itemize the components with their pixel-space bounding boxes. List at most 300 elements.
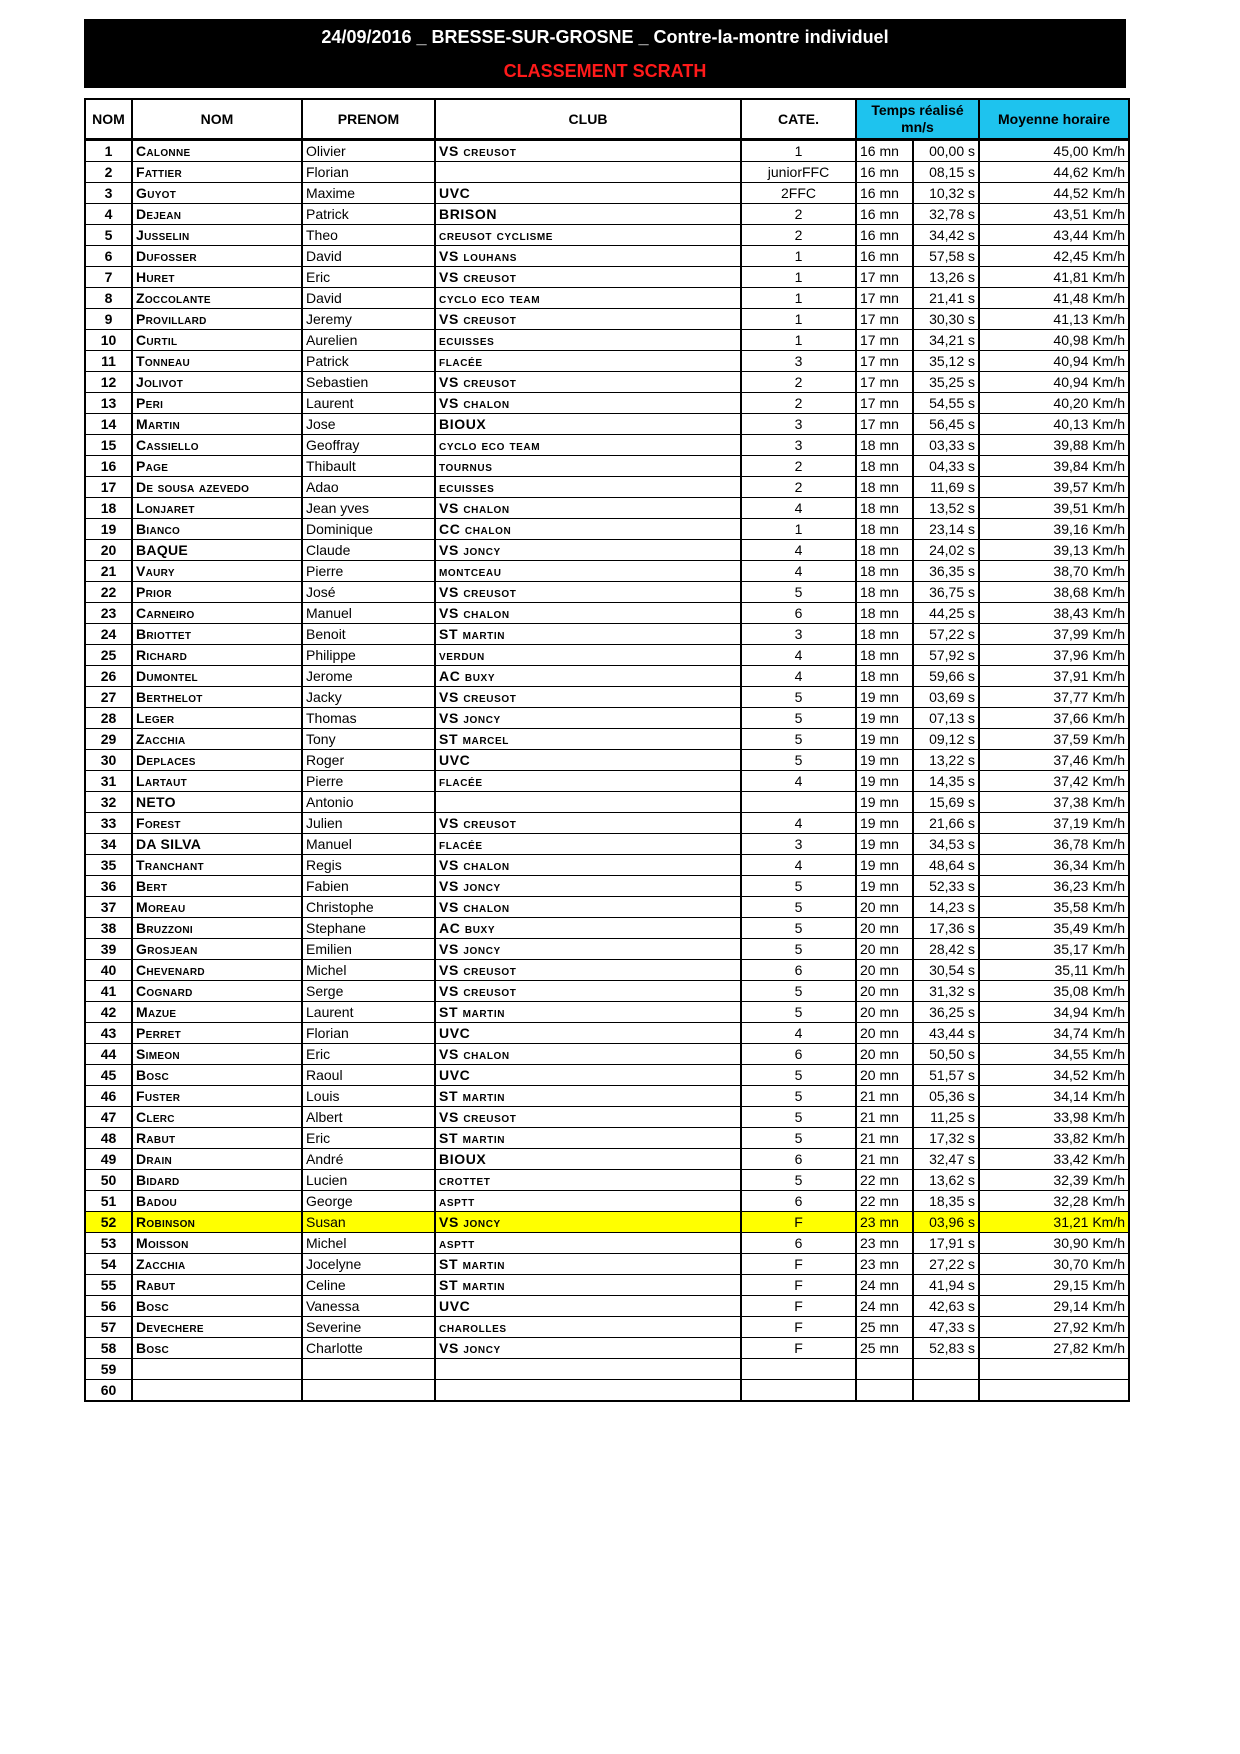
minutes-cell: 23 mn: [856, 1254, 913, 1275]
seconds-cell: 54,55 s: [913, 393, 979, 414]
speed-cell: 37,91 Km/h: [979, 666, 1129, 687]
seconds-cell: [913, 1380, 979, 1402]
prenom-cell: Philippe: [302, 645, 435, 666]
rank-cell: 30: [85, 750, 132, 771]
prenom-cell: Albert: [302, 1107, 435, 1128]
table-row: [85, 1107, 1129, 1128]
table-row: [85, 603, 1129, 624]
cate-cell: 3: [741, 435, 856, 456]
nom-cell: Curtil: [132, 330, 302, 351]
cate-cell: F: [741, 1275, 856, 1296]
club-cell: montceau: [435, 561, 741, 582]
minutes-cell: 18 mn: [856, 603, 913, 624]
speed-cell: 39,51 Km/h: [979, 498, 1129, 519]
club-cell: flacée: [435, 834, 741, 855]
cate-cell: 3: [741, 834, 856, 855]
cate-cell: 6: [741, 1233, 856, 1254]
nom-cell: Badou: [132, 1191, 302, 1212]
speed-cell: 37,77 Km/h: [979, 687, 1129, 708]
club-cell: VS creusot: [435, 960, 741, 981]
club-cell: UVC: [435, 750, 741, 771]
cate-cell: 5: [741, 729, 856, 750]
club-cell: VS chalon: [435, 855, 741, 876]
club-cell: crottet: [435, 1170, 741, 1191]
rank-cell: 10: [85, 330, 132, 351]
nom-cell: Dumontel: [132, 666, 302, 687]
table-row: [85, 1170, 1129, 1191]
rank-cell: 11: [85, 351, 132, 372]
club-cell: VS chalon: [435, 603, 741, 624]
speed-cell: 34,74 Km/h: [979, 1023, 1129, 1044]
minutes-cell: 19 mn: [856, 729, 913, 750]
nom-cell: Vaury: [132, 561, 302, 582]
speed-cell: 37,99 Km/h: [979, 624, 1129, 645]
rank-cell: 24: [85, 624, 132, 645]
table-row: [85, 750, 1129, 771]
minutes-cell: 16 mn: [856, 225, 913, 246]
rank-cell: 56: [85, 1296, 132, 1317]
minutes-cell: [856, 1359, 913, 1380]
nom-cell: Forest: [132, 813, 302, 834]
prenom-cell: Roger: [302, 750, 435, 771]
cate-cell: 1: [741, 267, 856, 288]
cate-cell: F: [741, 1296, 856, 1317]
speed-cell: 33,82 Km/h: [979, 1128, 1129, 1149]
cate-cell: 2: [741, 477, 856, 498]
speed-cell: 38,43 Km/h: [979, 603, 1129, 624]
minutes-cell: 20 mn: [856, 1002, 913, 1023]
prenom-cell: Patrick: [302, 204, 435, 225]
prenom-cell: Celine: [302, 1275, 435, 1296]
speed-cell: 43,44 Km/h: [979, 225, 1129, 246]
table-row: [85, 1002, 1129, 1023]
seconds-cell: 31,32 s: [913, 981, 979, 1002]
prenom-cell: Benoit: [302, 624, 435, 645]
table-row: [85, 183, 1129, 204]
cate-cell: juniorFFC: [741, 162, 856, 183]
rank-cell: 20: [85, 540, 132, 561]
table-row: [85, 876, 1129, 897]
seconds-cell: 17,36 s: [913, 918, 979, 939]
nom-cell: Tonneau: [132, 351, 302, 372]
speed-cell: 41,81 Km/h: [979, 267, 1129, 288]
club-cell: VS creusot: [435, 1107, 741, 1128]
club-cell: VS chalon: [435, 498, 741, 519]
club-cell: VS joncy: [435, 708, 741, 729]
cate-cell: 5: [741, 1170, 856, 1191]
nom-cell: Berthelot: [132, 687, 302, 708]
table-row: [85, 498, 1129, 519]
table-row: [85, 624, 1129, 645]
club-cell: VS joncy: [435, 939, 741, 960]
speed-cell: 32,39 Km/h: [979, 1170, 1129, 1191]
document-title: 24/09/2016 _ BRESSE-SUR-GROSNE _ Contre-la-montre individuel: [321, 27, 889, 47]
cate-cell: 2FFC: [741, 183, 856, 204]
minutes-cell: 18 mn: [856, 435, 913, 456]
rank-cell: 9: [85, 309, 132, 330]
nom-cell: Deplaces: [132, 750, 302, 771]
table-row: [85, 1023, 1129, 1044]
minutes-cell: 18 mn: [856, 624, 913, 645]
prenom-cell: Eric: [302, 267, 435, 288]
nom-cell: Robinson: [132, 1212, 302, 1233]
rank-cell: 50: [85, 1170, 132, 1191]
speed-cell: 41,13 Km/h: [979, 309, 1129, 330]
seconds-cell: 13,52 s: [913, 498, 979, 519]
rank-cell: 46: [85, 1086, 132, 1107]
seconds-cell: 17,32 s: [913, 1128, 979, 1149]
rank-cell: 28: [85, 708, 132, 729]
table-row: [85, 140, 1129, 162]
nom-cell: Rabut: [132, 1275, 302, 1296]
minutes-cell: 20 mn: [856, 897, 913, 918]
seconds-cell: 09,12 s: [913, 729, 979, 750]
rank-cell: 52: [85, 1212, 132, 1233]
nom-cell: De sousa azevedo: [132, 477, 302, 498]
seconds-cell: 03,33 s: [913, 435, 979, 456]
seconds-cell: 43,44 s: [913, 1023, 979, 1044]
nom-cell: Jusselin: [132, 225, 302, 246]
speed-cell: 39,57 Km/h: [979, 477, 1129, 498]
minutes-cell: 19 mn: [856, 771, 913, 792]
seconds-cell: 57,22 s: [913, 624, 979, 645]
seconds-cell: 03,69 s: [913, 687, 979, 708]
club-cell: UVC: [435, 1296, 741, 1317]
table-row: [85, 456, 1129, 477]
rank-cell: 2: [85, 162, 132, 183]
prenom-cell: Olivier: [302, 140, 435, 162]
speed-cell: 34,55 Km/h: [979, 1044, 1129, 1065]
prenom-cell: Sebastien: [302, 372, 435, 393]
table-row: [85, 897, 1129, 918]
speed-cell: 40,94 Km/h: [979, 372, 1129, 393]
speed-cell: 39,13 Km/h: [979, 540, 1129, 561]
club-cell: VS joncy: [435, 876, 741, 897]
cate-cell: 5: [741, 1065, 856, 1086]
table-row: [85, 792, 1129, 813]
speed-cell: 29,14 Km/h: [979, 1296, 1129, 1317]
minutes-cell: 17 mn: [856, 267, 913, 288]
table-row: [85, 162, 1129, 183]
table-row: [85, 540, 1129, 561]
table-row: [85, 1086, 1129, 1107]
table-row: [85, 1254, 1129, 1275]
prenom-cell: Jeremy: [302, 309, 435, 330]
rank-cell: 6: [85, 246, 132, 267]
prenom-cell: Raoul: [302, 1065, 435, 1086]
nom-cell: Perret: [132, 1023, 302, 1044]
minutes-cell: 21 mn: [856, 1128, 913, 1149]
cate-cell: 1: [741, 309, 856, 330]
minutes-cell: 18 mn: [856, 540, 913, 561]
speed-cell: 37,59 Km/h: [979, 729, 1129, 750]
minutes-cell: 19 mn: [856, 750, 913, 771]
club-cell: VS creusot: [435, 140, 741, 162]
speed-cell: 27,92 Km/h: [979, 1317, 1129, 1338]
cate-cell: 2: [741, 372, 856, 393]
speed-cell: 37,66 Km/h: [979, 708, 1129, 729]
nom-cell: Tranchant: [132, 855, 302, 876]
table-row: [85, 288, 1129, 309]
seconds-cell: 00,00 s: [913, 140, 979, 162]
prenom-cell: [302, 1380, 435, 1402]
cate-cell: 3: [741, 624, 856, 645]
club-cell: flacée: [435, 351, 741, 372]
prenom-cell: Regis: [302, 855, 435, 876]
table-row: [85, 225, 1129, 246]
seconds-cell: 21,66 s: [913, 813, 979, 834]
prenom-cell: Tony: [302, 729, 435, 750]
prenom-cell: André: [302, 1149, 435, 1170]
table-row: [85, 771, 1129, 792]
seconds-cell: 34,42 s: [913, 225, 979, 246]
table-row: [85, 729, 1129, 750]
club-cell: ST martin: [435, 1128, 741, 1149]
club-cell: BIOUX: [435, 414, 741, 435]
speed-cell: 37,38 Km/h: [979, 792, 1129, 813]
seconds-cell: 08,15 s: [913, 162, 979, 183]
speed-cell: 37,19 Km/h: [979, 813, 1129, 834]
cate-cell: 6: [741, 1044, 856, 1065]
speed-cell: 40,94 Km/h: [979, 351, 1129, 372]
col-header-cate: CATE.: [741, 99, 856, 140]
table-header-row: [85, 99, 1129, 140]
speed-cell: 33,42 Km/h: [979, 1149, 1129, 1170]
speed-cell: 39,88 Km/h: [979, 435, 1129, 456]
minutes-cell: 18 mn: [856, 561, 913, 582]
cate-cell: 5: [741, 1086, 856, 1107]
minutes-cell: 17 mn: [856, 372, 913, 393]
cate-cell: 5: [741, 897, 856, 918]
rank-cell: 53: [85, 1233, 132, 1254]
cate-cell: 2: [741, 204, 856, 225]
nom-cell: Cognard: [132, 981, 302, 1002]
club-cell: VS creusot: [435, 372, 741, 393]
prenom-cell: Dominique: [302, 519, 435, 540]
prenom-cell: Laurent: [302, 1002, 435, 1023]
rank-cell: 8: [85, 288, 132, 309]
cate-cell: [741, 1359, 856, 1380]
prenom-cell: Florian: [302, 1023, 435, 1044]
club-cell: ST martin: [435, 1002, 741, 1023]
seconds-cell: 28,42 s: [913, 939, 979, 960]
rank-cell: 40: [85, 960, 132, 981]
seconds-cell: 03,96 s: [913, 1212, 979, 1233]
speed-cell: 36,23 Km/h: [979, 876, 1129, 897]
minutes-cell: 21 mn: [856, 1149, 913, 1170]
seconds-cell: 51,57 s: [913, 1065, 979, 1086]
nom-cell: Provillard: [132, 309, 302, 330]
nom-cell: Cassiello: [132, 435, 302, 456]
speed-cell: 44,52 Km/h: [979, 183, 1129, 204]
club-cell: ST martin: [435, 1254, 741, 1275]
club-cell: [435, 1380, 741, 1402]
rank-cell: 59: [85, 1359, 132, 1380]
table-row: [85, 435, 1129, 456]
cate-cell: 4: [741, 666, 856, 687]
speed-cell: 31,21 Km/h: [979, 1212, 1129, 1233]
prenom-cell: Eric: [302, 1044, 435, 1065]
minutes-cell: 16 mn: [856, 162, 913, 183]
cate-cell: 2: [741, 393, 856, 414]
speed-cell: 29,15 Km/h: [979, 1275, 1129, 1296]
prenom-cell: David: [302, 288, 435, 309]
rank-cell: 37: [85, 897, 132, 918]
table-row: [85, 918, 1129, 939]
rank-cell: 12: [85, 372, 132, 393]
results-table: [84, 98, 1130, 1402]
club-cell: ST martin: [435, 1086, 741, 1107]
cate-cell: 5: [741, 1128, 856, 1149]
cate-cell: F: [741, 1317, 856, 1338]
table-row: [85, 960, 1129, 981]
cate-cell: 5: [741, 687, 856, 708]
rank-cell: 4: [85, 204, 132, 225]
seconds-cell: 57,92 s: [913, 645, 979, 666]
minutes-cell: 16 mn: [856, 246, 913, 267]
rank-cell: 39: [85, 939, 132, 960]
seconds-cell: 30,54 s: [913, 960, 979, 981]
prenom-cell: Lucien: [302, 1170, 435, 1191]
speed-cell: 36,78 Km/h: [979, 834, 1129, 855]
speed-cell: 34,52 Km/h: [979, 1065, 1129, 1086]
table-row: [85, 1191, 1129, 1212]
prenom-cell: Fabien: [302, 876, 435, 897]
club-cell: AC buxy: [435, 666, 741, 687]
col-header-rank: NOM: [85, 99, 132, 140]
seconds-cell: 04,33 s: [913, 456, 979, 477]
club-cell: VS joncy: [435, 1338, 741, 1359]
seconds-cell: 13,62 s: [913, 1170, 979, 1191]
speed-cell: 39,16 Km/h: [979, 519, 1129, 540]
nom-cell: Carneiro: [132, 603, 302, 624]
cate-cell: 2: [741, 456, 856, 477]
nom-cell: [132, 1359, 302, 1380]
seconds-cell: 18,35 s: [913, 1191, 979, 1212]
nom-cell: Moisson: [132, 1233, 302, 1254]
nom-cell: Richard: [132, 645, 302, 666]
cate-cell: 4: [741, 1023, 856, 1044]
table-row: [85, 981, 1129, 1002]
speed-cell: 37,96 Km/h: [979, 645, 1129, 666]
club-cell: ecuisses: [435, 330, 741, 351]
table-row: [85, 351, 1129, 372]
nom-cell: Prior: [132, 582, 302, 603]
seconds-cell: 14,35 s: [913, 771, 979, 792]
prenom-cell: Emilien: [302, 939, 435, 960]
table-row: [85, 1296, 1129, 1317]
rank-cell: 31: [85, 771, 132, 792]
prenom-cell: Jacky: [302, 687, 435, 708]
seconds-cell: 23,14 s: [913, 519, 979, 540]
minutes-cell: 20 mn: [856, 918, 913, 939]
prenom-cell: Aurelien: [302, 330, 435, 351]
speed-cell: 43,51 Km/h: [979, 204, 1129, 225]
club-cell: ecuisses: [435, 477, 741, 498]
nom-cell: Lartaut: [132, 771, 302, 792]
cate-cell: 5: [741, 1002, 856, 1023]
club-cell: [435, 792, 741, 813]
minutes-cell: 25 mn: [856, 1338, 913, 1359]
club-cell: VS creusot: [435, 687, 741, 708]
club-cell: creusot cyclisme: [435, 225, 741, 246]
table-row: [85, 267, 1129, 288]
cate-cell: 6: [741, 1149, 856, 1170]
prenom-cell: Louis: [302, 1086, 435, 1107]
prenom-cell: Geoffray: [302, 435, 435, 456]
prenom-cell: George: [302, 1191, 435, 1212]
club-cell: CC chalon: [435, 519, 741, 540]
prenom-cell: Pierre: [302, 771, 435, 792]
club-cell: VS chalon: [435, 897, 741, 918]
club-cell: asptt: [435, 1191, 741, 1212]
minutes-cell: 21 mn: [856, 1086, 913, 1107]
table-row: [85, 666, 1129, 687]
document-header: [84, 19, 1126, 88]
cate-cell: 4: [741, 771, 856, 792]
minutes-cell: 19 mn: [856, 855, 913, 876]
minutes-cell: 19 mn: [856, 687, 913, 708]
cate-cell: 6: [741, 1191, 856, 1212]
seconds-cell: 11,25 s: [913, 1107, 979, 1128]
rank-cell: 14: [85, 414, 132, 435]
club-cell: VS chalon: [435, 1044, 741, 1065]
table-row: [85, 1317, 1129, 1338]
minutes-cell: 18 mn: [856, 666, 913, 687]
prenom-cell: Severine: [302, 1317, 435, 1338]
prenom-cell: Thibault: [302, 456, 435, 477]
prenom-cell: Thomas: [302, 708, 435, 729]
nom-cell: Bosc: [132, 1296, 302, 1317]
minutes-cell: 24 mn: [856, 1296, 913, 1317]
rank-cell: 34: [85, 834, 132, 855]
prenom-cell: Jose: [302, 414, 435, 435]
seconds-cell: [913, 1359, 979, 1380]
seconds-cell: 52,83 s: [913, 1338, 979, 1359]
nom-cell: DA SILVA: [132, 834, 302, 855]
prenom-cell: David: [302, 246, 435, 267]
rank-cell: 58: [85, 1338, 132, 1359]
minutes-cell: 18 mn: [856, 519, 913, 540]
table-row: [85, 1275, 1129, 1296]
table-row: [85, 582, 1129, 603]
prenom-cell: Julien: [302, 813, 435, 834]
rank-cell: 7: [85, 267, 132, 288]
results-body: [85, 140, 1129, 1402]
cate-cell: 1: [741, 288, 856, 309]
minutes-cell: 20 mn: [856, 939, 913, 960]
prenom-cell: Christophe: [302, 897, 435, 918]
table-row: [85, 1359, 1129, 1380]
nom-cell: Bert: [132, 876, 302, 897]
nom-cell: Fuster: [132, 1086, 302, 1107]
seconds-cell: 24,02 s: [913, 540, 979, 561]
cate-cell: F: [741, 1212, 856, 1233]
cate-cell: 1: [741, 519, 856, 540]
club-cell: VS creusot: [435, 582, 741, 603]
nom-cell: Martin: [132, 414, 302, 435]
speed-cell: 37,42 Km/h: [979, 771, 1129, 792]
club-cell: [435, 162, 741, 183]
nom-cell: NETO: [132, 792, 302, 813]
speed-cell: 36,34 Km/h: [979, 855, 1129, 876]
cate-cell: 5: [741, 918, 856, 939]
cate-cell: 5: [741, 708, 856, 729]
speed-cell: 30,90 Km/h: [979, 1233, 1129, 1254]
seconds-cell: 35,12 s: [913, 351, 979, 372]
rank-cell: 44: [85, 1044, 132, 1065]
rank-cell: 47: [85, 1107, 132, 1128]
